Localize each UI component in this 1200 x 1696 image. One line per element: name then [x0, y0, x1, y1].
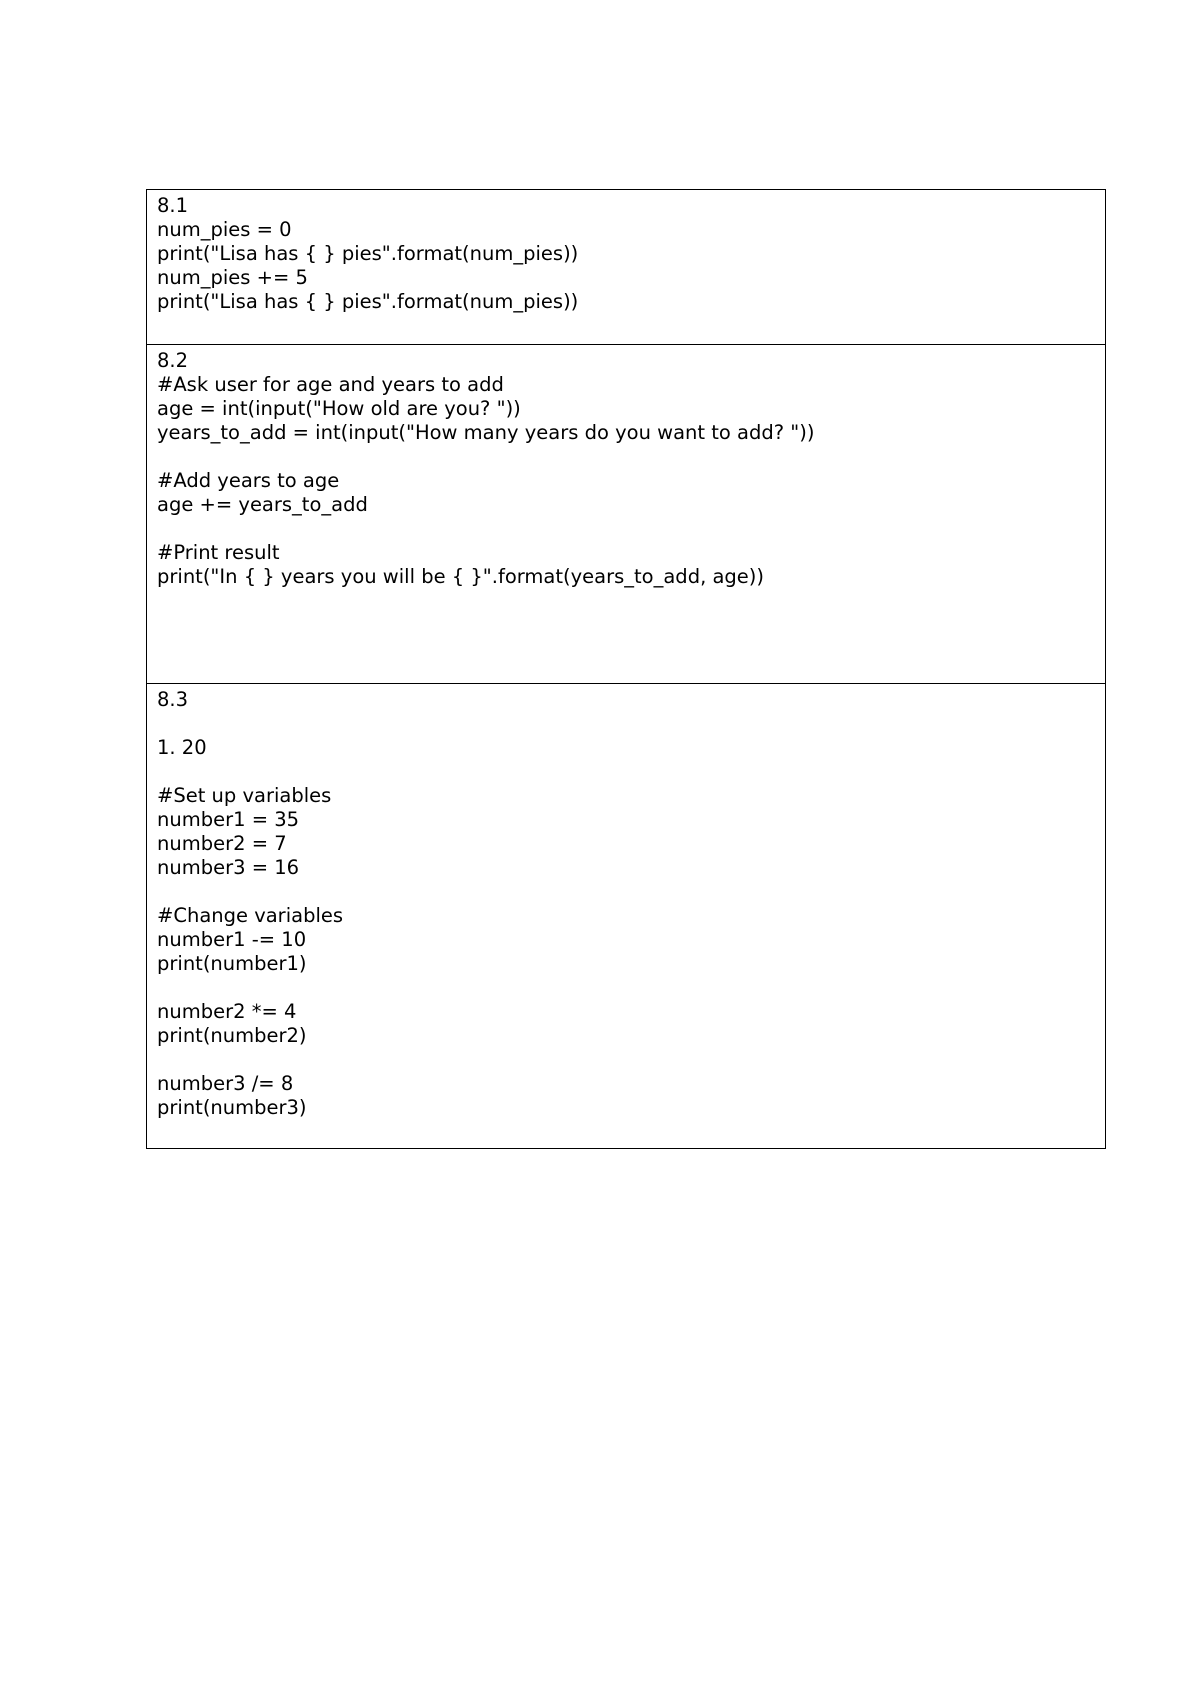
section-number: 8.2: [157, 349, 189, 372]
code-comment: #Add years to age: [157, 469, 340, 492]
code-line: print("Lisa has { } pies".format(num_pies)): [157, 242, 579, 265]
blank-line: [157, 760, 1095, 784]
code-line: num_pies = 0: [157, 218, 292, 241]
table-row: [147, 345, 1106, 684]
code-line: number3 = 16: [157, 856, 300, 879]
code-line: age = int(input("How old are you? ")): [157, 397, 521, 420]
code-line: print(number1): [157, 952, 307, 975]
table-row: [147, 684, 1106, 1149]
code-line: number2 = 7: [157, 832, 287, 855]
answers-table: [146, 189, 1106, 1149]
code-line: print("Lisa has { } pies".format(num_pies)): [157, 290, 579, 313]
blank-line: [157, 445, 1095, 469]
code-comment: #Print result: [157, 541, 280, 564]
code-line: print("In { } years you will be { }".format(years_to_add, age)): [157, 565, 765, 588]
section-8-1-cell: [147, 190, 1106, 345]
code-line: print(number2): [157, 1024, 307, 1047]
blank-line: [157, 712, 1095, 736]
code-line: number3 /= 8: [157, 1072, 294, 1095]
blank-line: [157, 976, 1095, 1000]
code-comment: #Ask user for age and years to add: [157, 373, 504, 396]
code-line: age += years_to_add: [157, 493, 368, 516]
code-line: number2 *= 4: [157, 1000, 297, 1023]
code-comment: #Change variables: [157, 904, 344, 927]
section-8-2-cell: [147, 345, 1106, 684]
code-line: num_pies += 5: [157, 266, 308, 289]
blank-line: [157, 880, 1095, 904]
section-8-3-cell: [147, 684, 1106, 1149]
answer-line: 1. 20: [157, 736, 207, 759]
code-line: number1 -= 10: [157, 928, 307, 951]
section-number: 8.3: [157, 688, 189, 711]
blank-line: [157, 1048, 1095, 1072]
blank-line: [157, 517, 1095, 541]
code-line: print(number3): [157, 1096, 307, 1119]
code-line: years_to_add = int(input("How many years do you want to add? ")): [157, 421, 815, 444]
code-line: number1 = 35: [157, 808, 300, 831]
section-number: 8.1: [157, 194, 189, 217]
code-comment: #Set up variables: [157, 784, 332, 807]
table-row: [147, 190, 1106, 345]
